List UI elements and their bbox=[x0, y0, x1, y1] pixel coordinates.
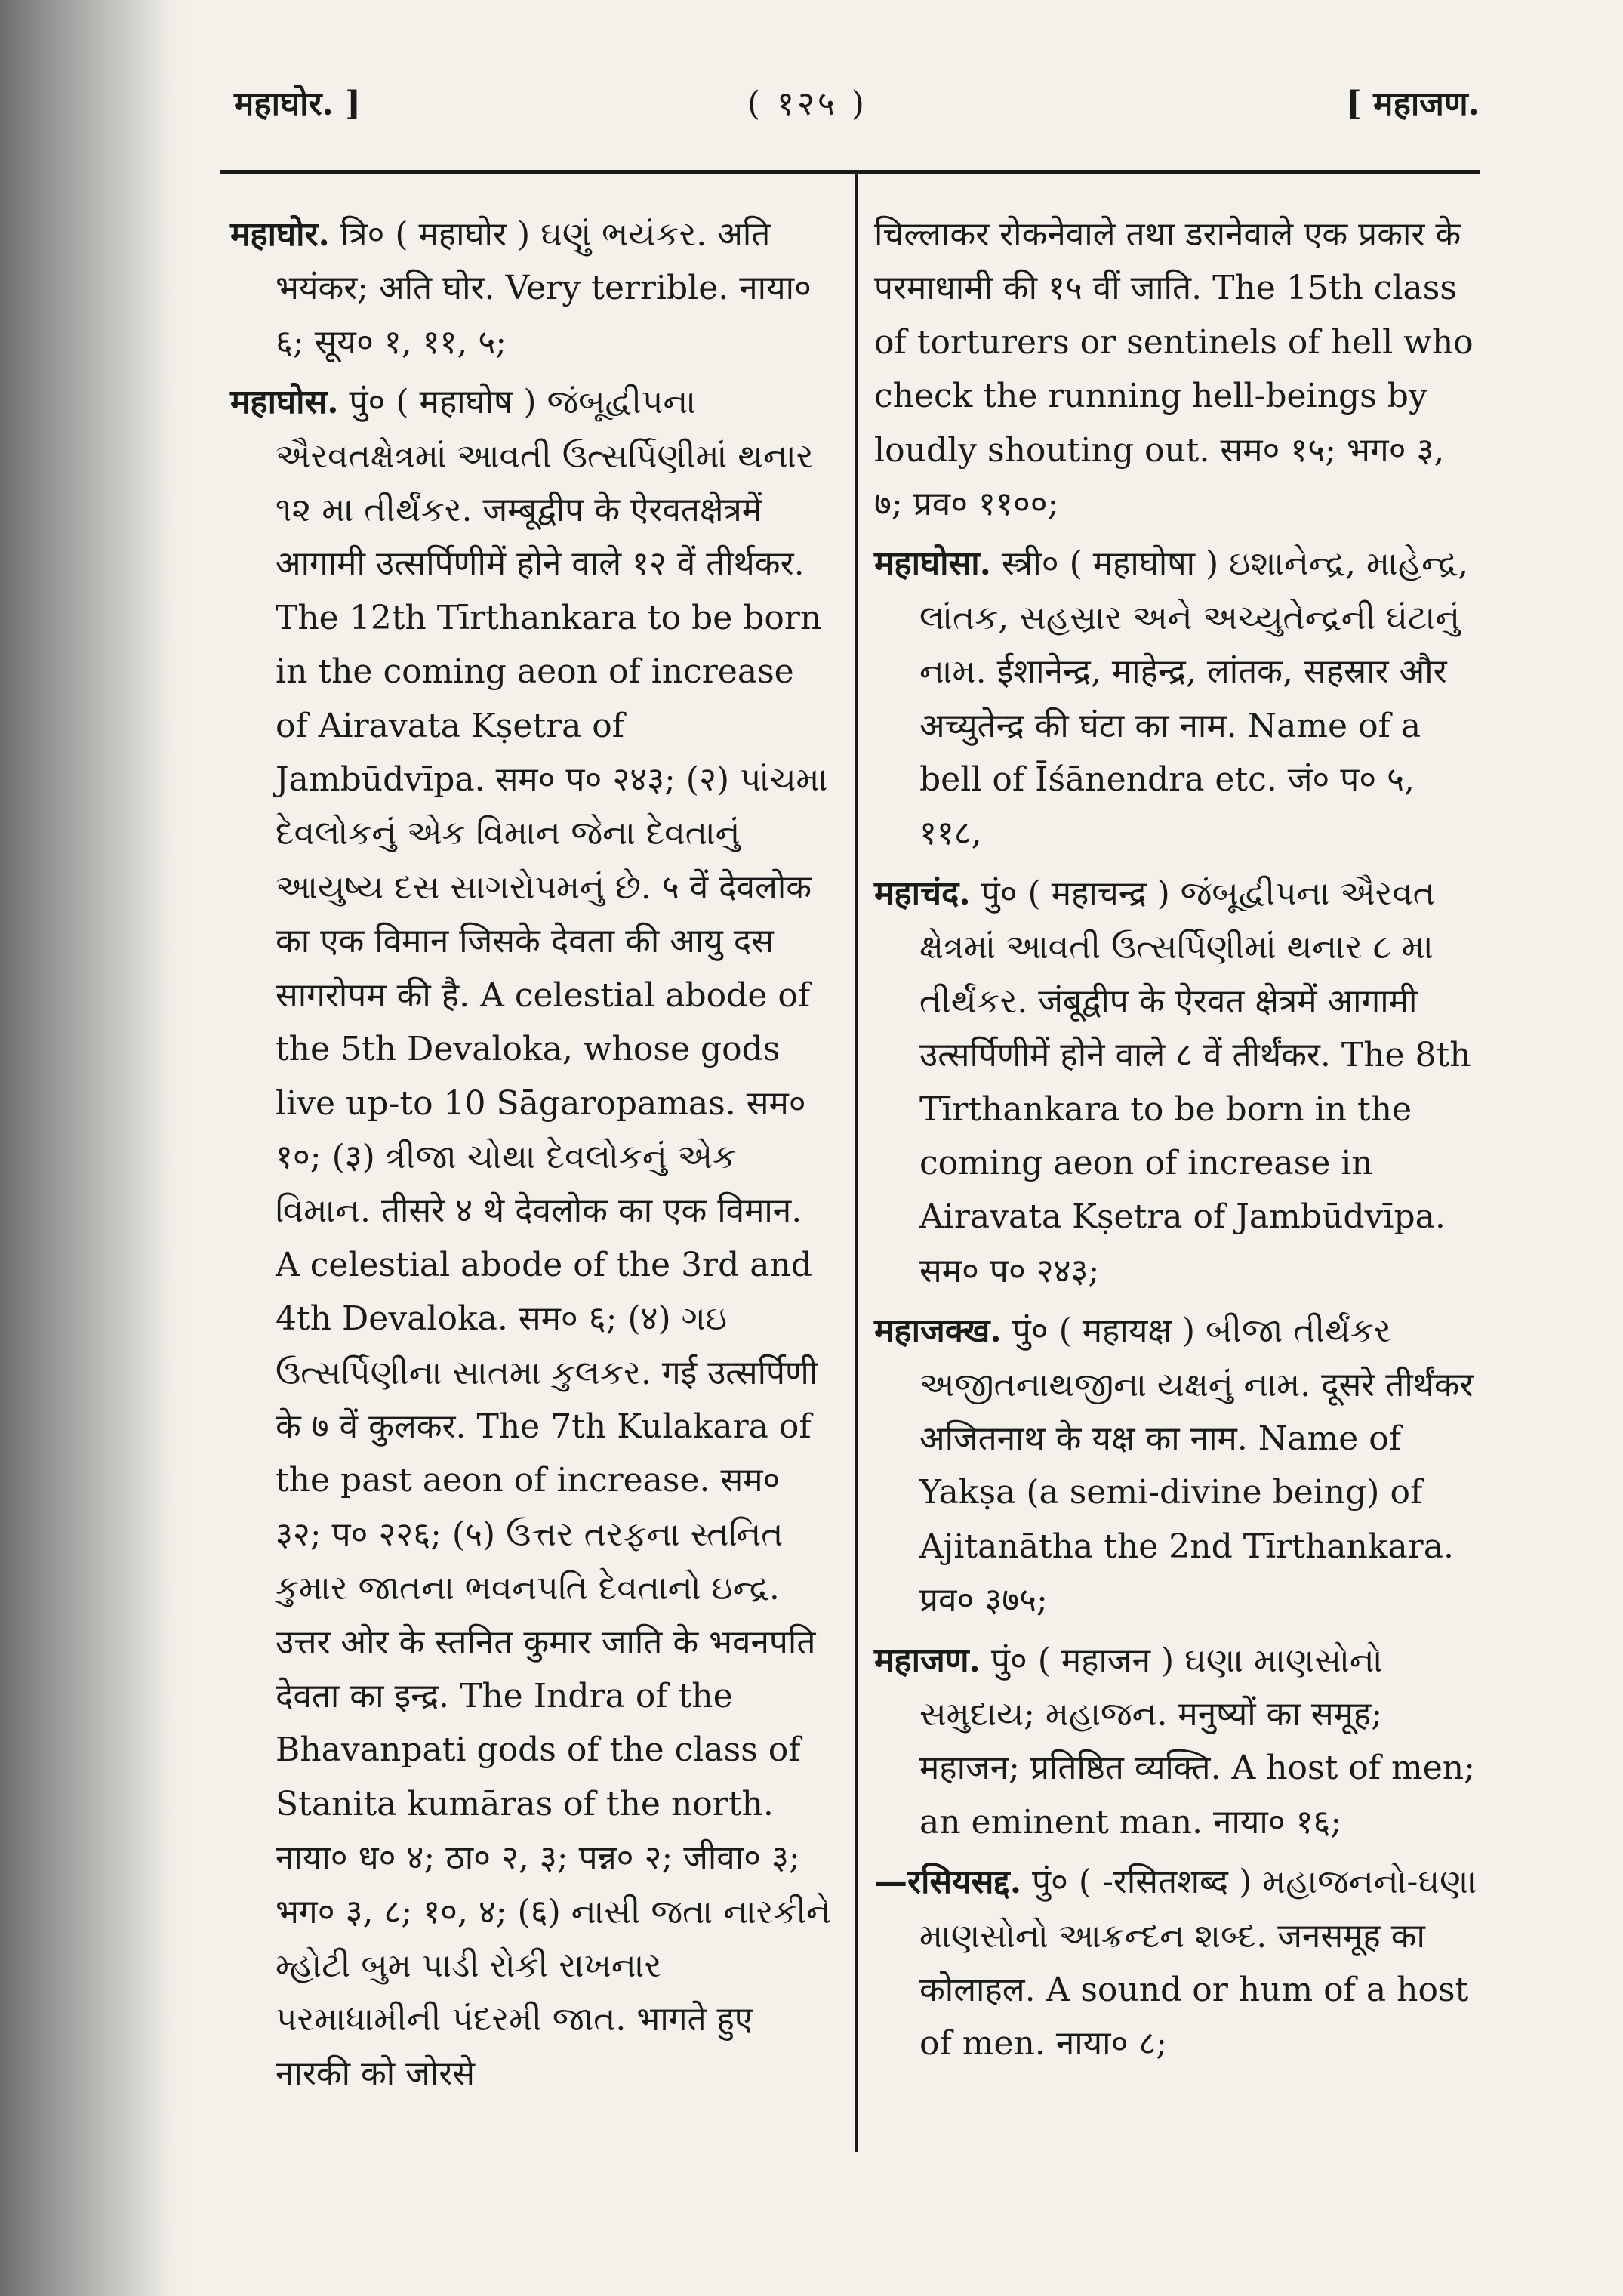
dictionary-entry bbox=[230, 375, 834, 2100]
dictionary-subentry bbox=[874, 1855, 1480, 2071]
headword: महाघोस. bbox=[230, 383, 339, 422]
dictionary-entry-continued bbox=[874, 208, 1480, 531]
right-column bbox=[874, 208, 1480, 2071]
dictionary-entry bbox=[874, 1304, 1480, 1627]
header-rule bbox=[220, 170, 1480, 174]
page-number: ( १२५ ) bbox=[747, 85, 867, 123]
headword: महाचंद. bbox=[874, 874, 971, 913]
headword: महाघोर. bbox=[230, 215, 330, 254]
entry-text: चिल्लाकर रोकनेवाले तथा डरानेवाले एक प्रकार के परमाधामी की १५ वीं जाति. The 15th class of torturers or sentinels of hell who check the running hell-beings by loudly shouting out. सम० १५; भग० ३, ७; प्रव० ११००; bbox=[874, 215, 1474, 524]
dictionary-entry bbox=[874, 537, 1480, 860]
header-last-word: [ महाजण. bbox=[1346, 85, 1480, 123]
entry-text: पुं० ( महायक्ष ) બીજા તીર્થંકર અજીતનાથજીના યક્ષનું નામ. दूसरे तीर्थंकर अजितनाथ के यक्ष का नाम. Name of Yakṣa (a semi-divine being) of Ajitanātha the 2nd Tīrthankara. प्रव० ३७५; bbox=[919, 1311, 1474, 1620]
entry-text: पुं० ( महाघोष ) જંબૂદ્વીપના ઐરવતક્ષેત્રમાં આવતી ઉત્સર્પિણીમાં થનાર ૧૨ મા તીર્થંકર. जम्बूद्वीप के ऐरवतक्षेत्रमें आगामी उत्सर्पिणीमें होने वाले १२ वें तीर्थकर. The 12th Tīrthankara to be born in the coming aeon of increase of Airavata Kṣetra of Jambūdvīpa. सम० प० २४३; (२) પાંચમા દેવલોકનું એક વિમાન જેના દેવતાનું આયુષ્ય દસ સાગરોપમનું છે. ५ वें देवलोक का एक विमान जिसके देवता की आयु दस सागरोपम की है. A celestial abode of the 5th Devaloka, whose gods live up-to 10 Sāgaropamas. सम० १०; (३) ત્રીજા ચોથા દેવલોકનું એક વિમાન. तीसरे ४ थे देवलोक का एक विमान. A celestial abode of the 3rd and 4th Devaloka. सम० ६; (४) ગઇ ઉત્સર્પિણીના સાતમા કુલકર. गई उत्सर्पिणी के ७ वें कुलकर. The 7th Kulakara of the past aeon of increase. सम० ३२; प० २२६; (५) ઉત્તર તરફના સ્તનિત કુમાર જાતના ભવનપતિ દેવતાનો ઇન્દ્ર. उत्तर ओर के स्तनित कुमार जाति के भवनपति देवता का इन्द्र. The Indra of the Bhavanpati gods of the class of Stanita kumāras of the north. नाया० ध० ४; ठा० २, ३; पन्न० २; जीवा० ३; भग० ३, ८; १०, ४; (६) નાસી જતા નારકીને મ્હોટી બુમ પાડી રોકી રાખનાર પરમાધામીની પંદરમી જાત. भागते हुए नारकी को जोरसे bbox=[276, 383, 831, 2093]
dictionary-entry bbox=[874, 1634, 1480, 1850]
entry-text: त्रि० ( महाघोर ) ઘણું ભયંકર. अति भयंकर; अति घोर. Very terrible. नाया० ६; सूय० १, ११, ५; bbox=[276, 215, 812, 362]
headword: महाजण. bbox=[874, 1641, 981, 1680]
headword: महाजक्ख. bbox=[874, 1311, 1002, 1351]
headword: —रसियसद्द. bbox=[874, 1863, 1022, 1902]
page-header bbox=[226, 72, 1480, 140]
dictionary-entry bbox=[874, 867, 1480, 1298]
column-divider bbox=[855, 174, 858, 2152]
dictionary-entry bbox=[230, 208, 834, 369]
entry-text: स्त्री० ( महाघोषा ) ઇશાનેન્દ્ર, માહેન્દ્ર, લાંતક, સહસ્રાર અને અચ્યુતેન્દ્રની ઘંટાનું નામ. ईशानेन्द्र, माहेन्द्र, लांतक, सहस्रार और अच्युतेन्द्र की घंटा का नाम. Name of a bell of Īśānendra etc. जं० प० ५, ११८, bbox=[919, 544, 1469, 853]
headword: महाघोसा. bbox=[874, 544, 991, 584]
left-column bbox=[230, 208, 834, 2100]
header-first-word: महाघोर. ] bbox=[234, 85, 361, 123]
entry-text: पुं० ( -रसितशब्द ) મહાજનનો-ઘણા માણસોનો આક્રન્દન શબ્દ. जनसमूह का कोलाहल. A sound or hum of a host of men. नाया० ८; bbox=[919, 1863, 1477, 2063]
entry-text: पुं० ( महाचन्द्र ) જંબૂદ્વીપના ઐરવત ક્ષેત્રમાં આવતી ઉત્સર્પિણીમાં થનાર ૮ મા તીર્થંકર. जंबूद्वीप के ऐरवत क्षेत्रमें आगामी उत्सर्पिणीमें होने वाले ८ वें तीर्थंकर. The 8th Tīrthankara to be born in the coming aeon of increase in Airavata Kṣetra of Jambūdvīpa. सम० प० २४३; bbox=[919, 874, 1471, 1290]
entry-text: पुं० ( महाजन ) ઘણા માણસોનો સમુદાય; મહાજન. मनुष्यों का समूह; महाजन; प्रतिष्ठित व्यक्ति. A host of men; an eminent man. नाया० १६; bbox=[919, 1641, 1475, 1841]
book-binding-shadow bbox=[0, 0, 189, 2296]
